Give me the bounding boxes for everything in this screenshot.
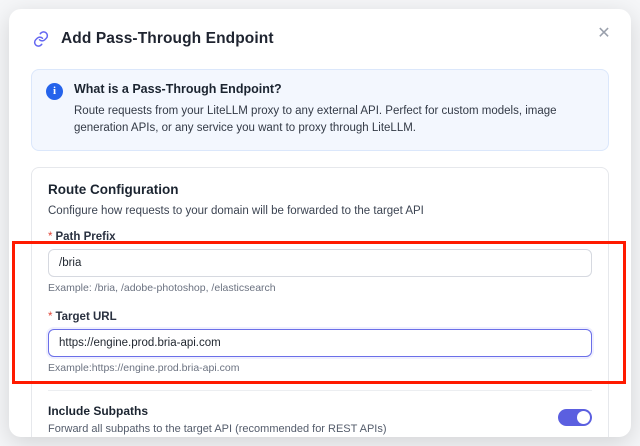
include-subpaths-title: Include Subpaths xyxy=(48,404,149,419)
close-icon[interactable]: ✕ xyxy=(597,25,611,42)
add-pass-through-endpoint-dialog xyxy=(9,9,631,437)
route-configuration-section xyxy=(31,167,609,437)
section-subtitle: Configure how requests to your domain will be forwarded to the target API xyxy=(48,205,424,218)
page-title: Add Pass-Through Endpoint xyxy=(61,30,274,47)
path-prefix-hint: Example: /bria, /adobe-photoshop, /elasticsearch xyxy=(48,282,276,295)
target-url-input[interactable] xyxy=(48,329,592,357)
target-url-hint: Example:https://engine.prod.bria-api.com xyxy=(48,362,240,375)
target-url-label-text: Target URL xyxy=(55,311,117,324)
path-prefix-input[interactable] xyxy=(48,249,592,277)
path-prefix-field xyxy=(48,231,592,294)
path-prefix-label xyxy=(48,231,592,243)
target-url-label xyxy=(48,311,592,323)
dialog-header xyxy=(9,9,631,69)
include-subpaths-toggle[interactable] xyxy=(558,409,592,426)
section-title: Route Configuration xyxy=(48,182,179,198)
required-marker: * xyxy=(48,311,53,324)
path-prefix-label-text: Path Prefix xyxy=(55,231,116,244)
include-subpaths-row xyxy=(48,391,592,435)
toggle-knob xyxy=(577,411,590,424)
info-text: Route requests from your LiteLLM proxy to any external API. Perfect for custom models, image generation APIs, or any service you want to proxy through LiteLLM. xyxy=(74,105,557,134)
info-title: What is a Pass-Through Endpoint? xyxy=(74,82,282,96)
target-url-field xyxy=(48,311,592,374)
dialog-body xyxy=(9,69,631,437)
include-subpaths-subtitle: Forward all subpaths to the target API (recommended for REST APIs) xyxy=(48,423,387,436)
link-icon xyxy=(31,29,51,49)
info-callout xyxy=(31,69,609,151)
required-marker: * xyxy=(48,231,53,244)
info-icon: i xyxy=(46,83,63,100)
